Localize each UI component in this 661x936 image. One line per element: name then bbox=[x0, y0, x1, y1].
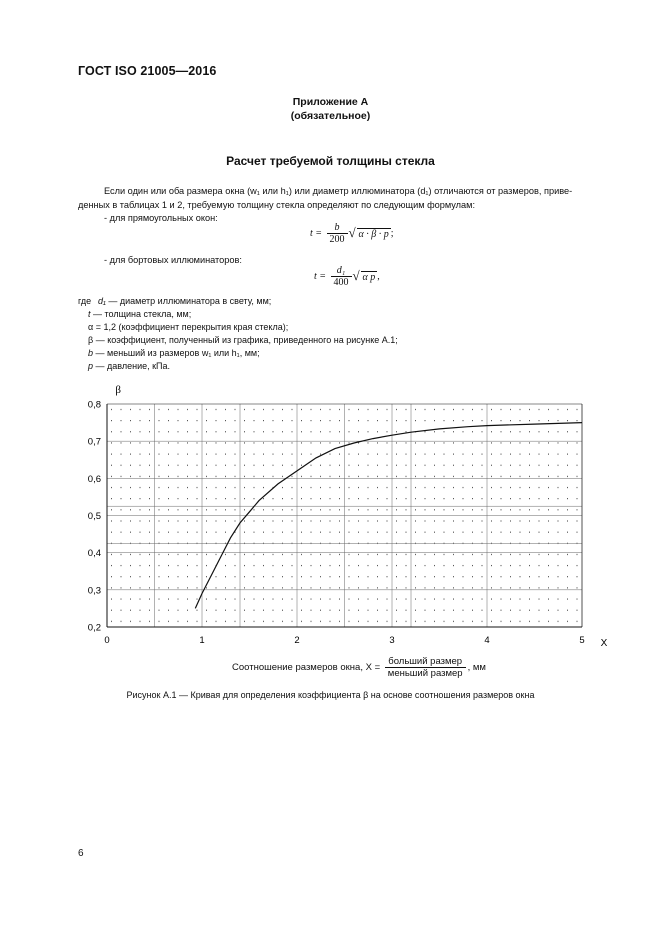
section-title: Расчет требуемой толщины стекла bbox=[226, 154, 435, 168]
y-tick-label: 0,8 bbox=[87, 399, 101, 411]
definition-text: — давление, кПа. bbox=[95, 361, 171, 371]
formula1-denominator: 200 bbox=[329, 234, 345, 245]
y-tick-label: 0,4 bbox=[87, 548, 101, 560]
definition-text: — толщина стекла, мм; bbox=[93, 309, 192, 319]
formula1-root: √ α · β · p bbox=[357, 228, 391, 240]
x-tick-label: 2 bbox=[294, 635, 300, 646]
x-caption-numerator: больший размер bbox=[385, 656, 466, 668]
definition-symbol: β bbox=[88, 335, 94, 345]
definition-symbol: b bbox=[88, 348, 94, 358]
x-caption-fraction bbox=[385, 656, 466, 679]
y-tick-labels bbox=[88, 400, 101, 634]
definition-text: — коэффициент, полученный из графика, приведенного на рисунке А.1; bbox=[95, 335, 398, 345]
formula1-numerator: b bbox=[327, 222, 348, 234]
definition-text: — диаметр иллюминатора в свету, мм; bbox=[108, 296, 272, 306]
x-axis-label: X bbox=[600, 638, 608, 649]
y-tick-label: 0,7 bbox=[87, 436, 101, 448]
figure-caption: Рисунок А.1 — Кривая для определения коэффициента β на основе соотношения размеров окна bbox=[126, 690, 535, 700]
x-tick-label: 0 bbox=[104, 635, 110, 646]
annex-status: (обязательное) bbox=[290, 110, 371, 122]
x-caption-suffix: , мм bbox=[467, 662, 486, 674]
x-axis-caption bbox=[232, 656, 486, 679]
definition-symbol: t bbox=[88, 309, 91, 319]
document-header: ГОСТ ISO 21005—2016 bbox=[78, 64, 217, 78]
porthole-label: - для бортовых иллюминаторов: bbox=[104, 255, 242, 265]
x-tick-label: 3 bbox=[389, 635, 395, 646]
definitions-intro: где bbox=[78, 296, 92, 306]
definition-symbol: p bbox=[88, 361, 94, 371]
y-axis-label: β bbox=[115, 384, 121, 396]
formula2-tail: , bbox=[377, 270, 380, 282]
y-tick-label: 0,5 bbox=[87, 511, 101, 522]
rect-window-label: - для прямоугольных окон: bbox=[104, 213, 218, 223]
formula2-root: √ α p bbox=[361, 271, 378, 283]
x-tick-label: 1 bbox=[199, 635, 205, 646]
definition-text: — меньший из размеров w₁ или h₁, мм; bbox=[95, 348, 260, 358]
y-tick-label: 0,6 bbox=[87, 473, 101, 485]
x-tick-label: 4 bbox=[484, 635, 490, 646]
y-tick-label: 0,3 bbox=[87, 585, 101, 597]
formula1-lhs: t = bbox=[310, 227, 323, 239]
intro-line-1: Если один или оба размера окна (w₁ или h₁) или диаметр иллюминатора (d₁) отличаются от размеров, приве- bbox=[104, 186, 573, 196]
annex-title: Приложение А bbox=[292, 96, 369, 108]
formula2-denominator: 400 bbox=[333, 277, 349, 288]
formula2-lhs: t = bbox=[314, 270, 327, 282]
x-caption-prefix: Соотношение размеров окна, X = bbox=[232, 662, 381, 674]
x-caption-denominator: меньший размер bbox=[387, 668, 463, 679]
definition-text: = 1,2 (коэффициент перекрытия края стекла); bbox=[95, 322, 289, 332]
formula1-tail: ; bbox=[390, 227, 394, 239]
definition-symbol: α bbox=[88, 322, 94, 332]
definition-symbol: d₁ bbox=[98, 296, 106, 306]
x-tick-label: 5 bbox=[579, 635, 585, 646]
y-tick-label: 0,2 bbox=[87, 622, 101, 634]
x-tick-labels bbox=[104, 635, 584, 646]
intro-line-2: денных в таблицах 1 и 2, требуемую толщину стекла определяют по следующим формулам: bbox=[78, 200, 476, 210]
page-number: 6 bbox=[78, 848, 84, 859]
formula2-numerator: d₁ bbox=[331, 265, 352, 277]
